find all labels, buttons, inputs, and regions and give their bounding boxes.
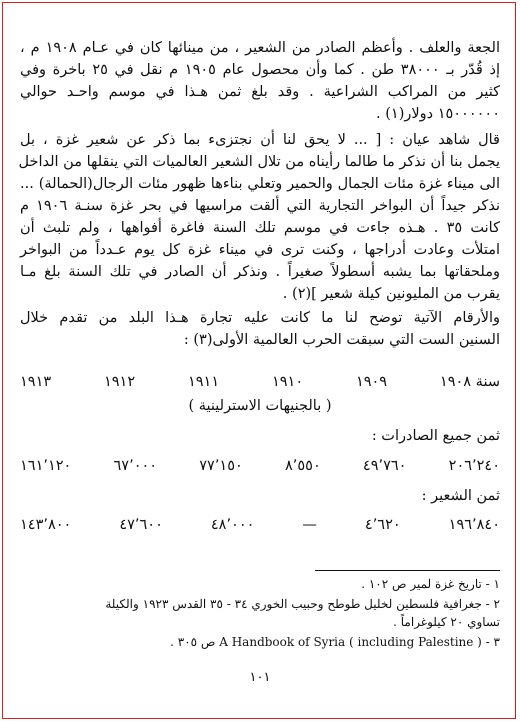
footnote-3: ٣ - A Handbook of Syria ( including Palestine ) ص ٣٠٥ . bbox=[170, 635, 500, 649]
table-cell: ٢٠٦٬٢٤٠ bbox=[448, 458, 500, 474]
footnote-2: ٢ - جغرافية فلسطين لخليل طوطح وحبيب الخوري ٣٤ - ٣٥ القدس ١٩٢٣ والكيلة bbox=[105, 597, 500, 611]
paragraph-1-line-1: الجعة والعلف . وأعظم الصادر من الشعير ، من مينائها كان في عـام ١٩٠٨ م ، bbox=[20, 40, 500, 56]
paragraph-3-line-1: والأرقام الآتية توضح لنا ما كانت عليه تجارة هـذا البلد من تقدم خلال bbox=[20, 310, 500, 326]
paragraph-2-line-7: وملحقاتها بما يشبه أسطولاً صغيراً . ونذكر أن الصادر في تلك السنة بلغ مـا bbox=[20, 264, 500, 280]
table-cell: ٤٨٬٠٠٠ bbox=[210, 517, 255, 533]
barley-label: ثمن الشعير : bbox=[421, 488, 500, 504]
table-cell: ٧٧٬١٥٠ bbox=[199, 458, 243, 474]
footnote-divider bbox=[315, 570, 500, 571]
barley-values-row bbox=[20, 517, 500, 533]
paragraph-3-line-2: السنين الست التي سبقت الحرب العالمية الأولى(٣) : bbox=[183, 332, 500, 348]
table-cell: ٦٧٬٠٠٠ bbox=[113, 458, 158, 474]
year-1910: ١٩١٠ bbox=[271, 374, 304, 390]
table-cell: ٤٬٦٢٠ bbox=[364, 517, 401, 533]
paragraph-2-line-5: كانت ٣٥ . هـذه جاءت في موسم تلك السنة فاغرة أفواهها ، ولم تلبث أن bbox=[20, 220, 500, 236]
paragraph-1-line-2: إذ قُدّر بـ ٣٨٠٠٠ طن . كما وأن محصول عام ١٩٠٥ م نقل في ٢٥ باخرة وفي bbox=[20, 62, 500, 78]
table-cell: ١٩٦٬٨٤٠ bbox=[448, 517, 500, 533]
year-1912: ١٩١٢ bbox=[103, 374, 136, 390]
currency-note: ( بالجنيهات الاسترلينية ) bbox=[188, 398, 332, 414]
paragraph-2-line-1: قال شاهد عيان : [ ... لا يحق لنا أن نجتزىء بما ذكر عن شعير غزة ، بل bbox=[20, 132, 500, 148]
paragraph-2-line-8: يقرب من المليونين كيلة شعير ](٢) . bbox=[282, 286, 500, 302]
footnote-1: ١ - تاريخ غزة لمير ص ١٠٢ . bbox=[361, 577, 500, 591]
paragraph-1-line-3: كثير من المراكب الشراعية . وقد بلغ ثمن هـذا في موسم واحـد حوالي bbox=[20, 84, 500, 100]
year-label: سنة ١٩٠٨ bbox=[439, 374, 500, 390]
table-cell: — bbox=[302, 517, 317, 533]
footnote-2-continuation: تساوي ٢٠ كيلوغراماً . bbox=[393, 615, 500, 629]
paragraph-2-line-2: يجمل بنا أن نذكر ما طالما رأيناه من تلال الشعير العالميات التي ينقلها من الداخل bbox=[18, 154, 500, 170]
year-1913: ١٩١٣ bbox=[20, 374, 52, 390]
table-cell: ٤٩٬٧٦٠ bbox=[362, 458, 407, 474]
paragraph-2-line-6: امتلأت وعادت أدراجها ، وكنت ترى في ميناء غزة كل يوم عـدداً من البواخر bbox=[20, 242, 500, 258]
table-cell: ٤٧٬٦٠٠ bbox=[119, 517, 163, 533]
table-cell: ١٤٣٬٨٠٠ bbox=[20, 517, 72, 533]
exports-values-row bbox=[20, 458, 500, 474]
paragraph-2-line-3: الى ميناء غزة مئات الجمال والحمير وتعلي بناءها ظهور مئات الرجال(الحمالة) ... bbox=[20, 176, 500, 192]
table-year-row bbox=[20, 374, 500, 390]
year-1909: ١٩٠٩ bbox=[355, 374, 388, 390]
year-1911: ١٩١١ bbox=[187, 374, 220, 390]
paragraph-1-line-4: ١٥٠٠٠٠٠٠ دولار(١) . bbox=[376, 106, 500, 122]
table-cell: ٨٬٥٥٠ bbox=[284, 458, 321, 474]
page-number: ١٠١ bbox=[249, 670, 271, 685]
paragraph-2-line-4: نذكر جيداً أن البواخر التجارية التي ألقت مراسيها في بحر غزة سنـة ١٩٠٦ م bbox=[20, 198, 500, 214]
exports-label: ثمن جميع الصادرات : bbox=[371, 428, 500, 444]
table-cell: ١٦١٬١٢٠ bbox=[20, 458, 72, 474]
